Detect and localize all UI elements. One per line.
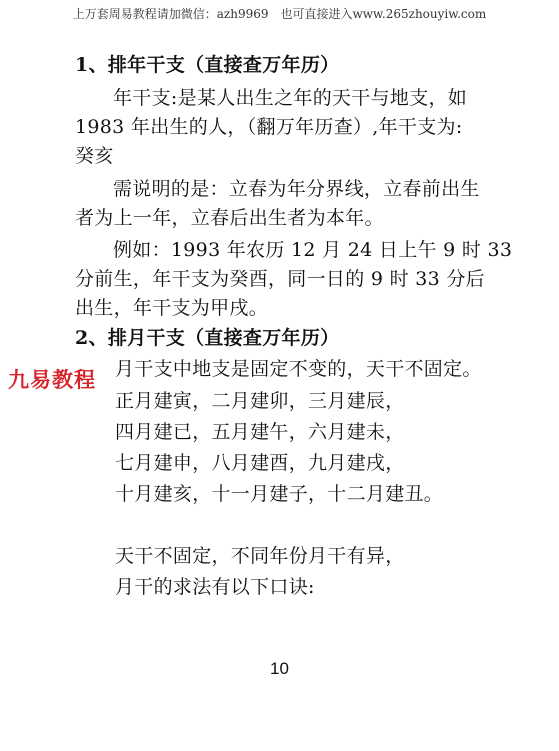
paragraph-line: 年干支:是某人出生之年的天干与地支，如 [113, 87, 468, 109]
paragraph-line: 者为上一年，立春后出生者为本年。 [75, 207, 384, 229]
paragraph-line: 十月建亥，十一月建子，十二月建丑。 [115, 483, 444, 505]
watermark-logo: 九易教程 [8, 368, 96, 392]
paragraph-line: 分前生，年干支为癸酉，同一日的 9 时 33 分后 [75, 268, 485, 290]
section-2-heading: 2、排月干支（直接查万年历） [75, 327, 340, 349]
paragraph-line: 七月建申，八月建酉，九月建戌， [115, 452, 405, 474]
paragraph-line: 月干的求法有以下口诀: [115, 576, 315, 598]
paragraph-line: 1983 年出生的人，（翻万年历查）,年干支为: [75, 116, 463, 138]
page-number: 10 [270, 659, 289, 678]
paragraph-line: 需说明的是：立春为年分界线，立春前出生 [113, 178, 480, 200]
paragraph-line: 天干不固定，不同年份月干有异， [115, 545, 405, 567]
paragraph-line: 例如：1993 年农历 12 月 24 日上午 9 时 33 [113, 239, 513, 261]
page-header-banner: 上万套周易教程请加微信：azh9969 也可直接进入www.265zhouyiw.com [72, 7, 487, 21]
paragraph-line: 癸亥 [75, 145, 114, 167]
paragraph-line: 出生，年干支为甲戌。 [75, 297, 269, 319]
paragraph-line: 月干支中地支是固定不变的，天干不固定。 [115, 358, 482, 380]
paragraph-line: 正月建寅，二月建卯，三月建辰， [115, 390, 405, 412]
section-1-heading: 1、排年干支（直接查万年历） [75, 54, 340, 76]
paragraph-line: 四月建已，五月建午，六月建未， [115, 421, 405, 443]
